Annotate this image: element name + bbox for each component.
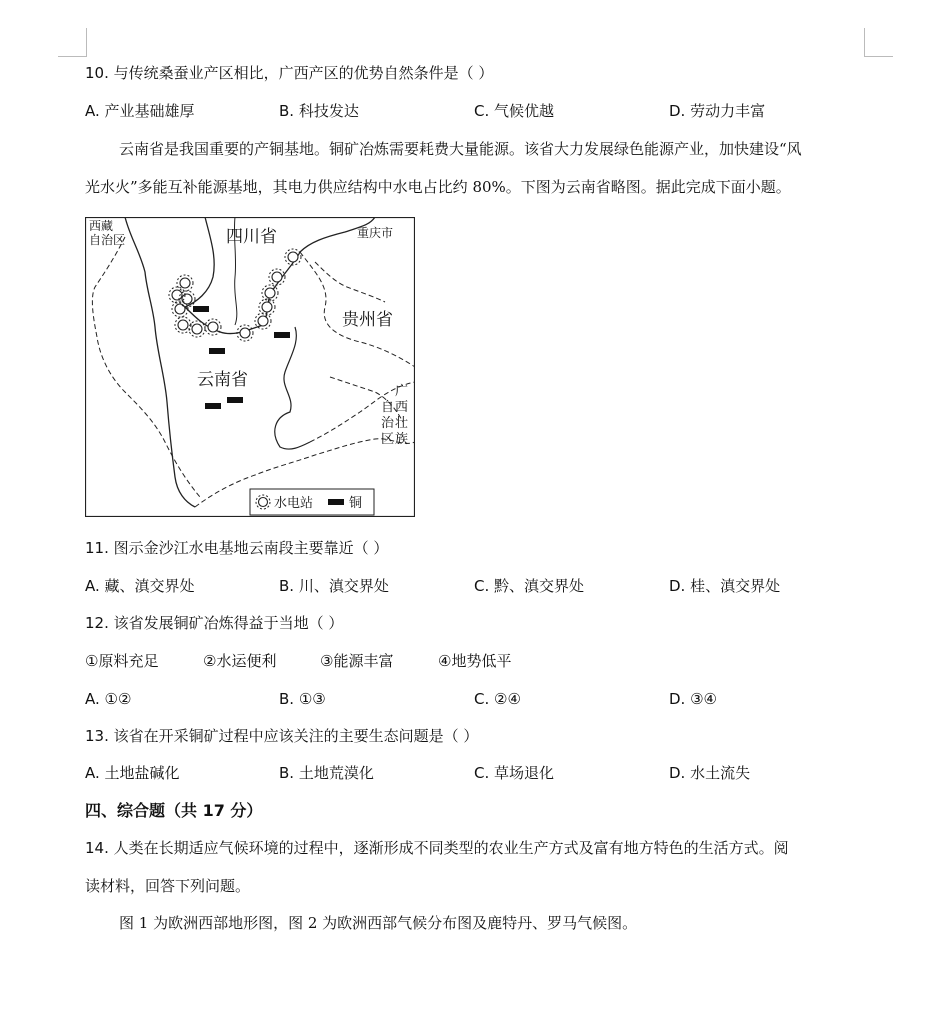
q13-option-a: A. 土地盐碱化 (85, 764, 180, 782)
legend-copper-icon (328, 499, 344, 505)
page-corner-mark-right (864, 28, 893, 57)
section-4-title: 四、综合题（共 17 分） (85, 801, 263, 820)
q11-stem: 11. 图示金沙江水电基地云南段主要靠近（ ） (85, 539, 389, 557)
q10-option-c: C. 气候优越 (474, 102, 555, 120)
q12-item-3: ③能源丰富 (320, 652, 394, 670)
map-label-tibet-2: 自治区 (89, 233, 126, 247)
q12-option-b: B. ①③ (279, 690, 326, 708)
map-label-guangxi-left-3: 区 (381, 432, 395, 447)
q14-line-2: 读材料，回答下列问题。 (85, 877, 251, 895)
legend-copper-label: 铜 (349, 496, 363, 511)
q12-item-2: ②水运便利 (203, 652, 277, 670)
map-label-tibet-1: 西藏 (89, 219, 114, 233)
q12-option-d: D. ③④ (669, 690, 717, 708)
map-label-sichuan: 四川省 (226, 227, 277, 247)
q13-option-d: D. 水土流失 (669, 764, 751, 782)
q10-option-a: A. 产业基础雄厚 (85, 102, 195, 120)
q13-stem: 13. 该省在开采铜矿过程中应该关注的主要生态问题是（ ） (85, 727, 479, 745)
q12-item-4: ④地势低平 (438, 652, 512, 670)
q13-option-c: C. 草场退化 (474, 764, 555, 782)
q11-option-a: A. 藏、滇交界处 (85, 577, 195, 595)
q12-stem: 12. 该省发展铜矿冶炼得益于当地（ ） (85, 614, 344, 632)
q11-option-c: C. 黔、滇交界处 (474, 577, 585, 595)
map-label-guangxi-left-1: 自 (381, 400, 395, 415)
passage-line-2: 光水火”多能互补能源基地，其电力供应结构中水电占比约 80%。下图为云南省略图。据此完成下面小题。 (85, 178, 791, 196)
map-label-guizhou: 贵州省 (342, 310, 393, 330)
map-label-guangxi-left-2: 治 (381, 416, 395, 431)
map-label-guangxi-3: 壮 (395, 416, 409, 431)
q13-option-b: B. 土地荒漠化 (279, 764, 374, 782)
q12-option-a: A. ①② (85, 690, 132, 708)
passage-line-1: 云南省是我国重要的产铜基地。铜矿冶炼需要耗费大量能源。该省大力发展绿色能源产业，加快建设“风 (119, 140, 802, 158)
map-label-guangxi-2: 西 (395, 400, 409, 415)
map-label-guangxi-4: 族 (395, 432, 409, 447)
q11-option-b: B. 川、滇交界处 (279, 577, 389, 595)
page-corner-mark-left (58, 28, 87, 57)
map-label-chongqing: 重庆市 (357, 226, 394, 240)
map-label-yunnan: 云南省 (197, 370, 248, 390)
q11-option-d: D. 桂、滇交界处 (669, 577, 781, 595)
q12-item-1: ①原料充足 (85, 652, 159, 670)
q14-line-1: 14. 人类在长期适应气候环境的过程中，逐渐形成不同类型的农业生产方式及富有地方特色的生活方式。阅 (85, 839, 789, 857)
q10-option-d: D. 劳动力丰富 (669, 102, 766, 120)
q10-option-b: B. 科技发达 (279, 102, 359, 120)
yunnan-map (85, 217, 415, 517)
q10-stem: 10. 与传统桑蚕业产区相比，广西产区的优势自然条件是（ ） (85, 64, 494, 82)
map-label-guangxi-1: 广 (395, 384, 409, 399)
q14-line-3: 图 1 为欧洲西部地形图，图 2 为欧洲西部气候分布图及鹿特丹、罗马气候图。 (119, 914, 638, 932)
legend-hydro-label: 水电站 (274, 496, 314, 511)
q12-option-c: C. ②④ (474, 690, 521, 708)
